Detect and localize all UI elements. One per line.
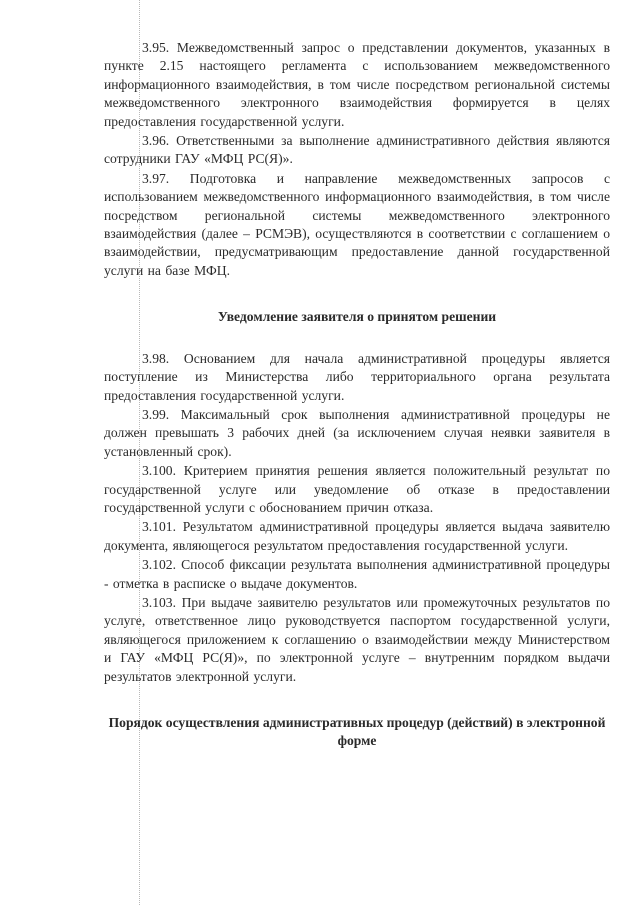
paragraph-3-98: 3.98. Основанием для начала административной процедуры является поступление из Министерства либо территориального органа результата предоставления государственной услуги.	[104, 350, 610, 403]
paragraph-3-96: 3.96. Ответственными за выполнение административного действия являются сотрудники ГАУ «МФЦ РС(Я)».	[104, 133, 610, 167]
paragraph-3-99: 3.99. Максимальный срок выполнения административной процедуры не должен превышать 3 рабочих дней (за исключением случая неявки заявителя в установленный срок).	[104, 406, 610, 459]
paragraph-3-95: 3.95. Межведомственный запрос о представлении документов, указанных в пункте 2.15 настоящего регламента с использованием межведомственного информационного взаимодействия, в том числе посредством региональной системы межведомственного электронного взаимодействия формируется в целях предоставления государственной услуги.	[104, 40, 610, 129]
paragraph-3-102: 3.102. Способ фиксации результата выполнения административной процедуры - отметка в расписке о выдаче документов.	[104, 557, 610, 591]
paragraph-3-100: 3.100. Критерием принятия решения является положительный результат по государственной услуге или уведомление об отказе в предоставлении государственной услуги с обоснованием причин отказа.	[104, 463, 610, 515]
paragraph-3-97: 3.97. Подготовка и направление межведомственных запросов с использованием межведомственного информационного взаимодействия, в том числе посредством региональной системы межведомственного электронного взаимодействия (далее – РСМЭВ), осуществляются в соответствии с соглашением о взаимодействии, предусматривающим предоставление данной государственной услуги на базе МФЦ.	[104, 170, 610, 278]
section-heading-electronic-procedures: Порядок осуществления административных процедур (действий) в электронной форме	[108, 715, 606, 749]
paragraph-3-101: 3.101. Результатом административной процедуры является выдача заявителю документа, являющегося результатом предоставления государственной услуги.	[104, 519, 610, 553]
section-heading-notification: Уведомление заявителя о принятом решении	[217, 309, 497, 325]
document-body	[104, 39, 610, 774]
paragraph-3-103: 3.103. При выдаче заявителю результатов или промежуточных результатов по услуге, ответственное лицо руководствуется паспортом государственной услуги, являющегося приложением к соглашению о взаимодействии между Министерством и ГАУ «МФЦ РС(Я)», по электронной услуге – внутренним порядком выдачи результатов электронной услуги.	[104, 594, 610, 684]
